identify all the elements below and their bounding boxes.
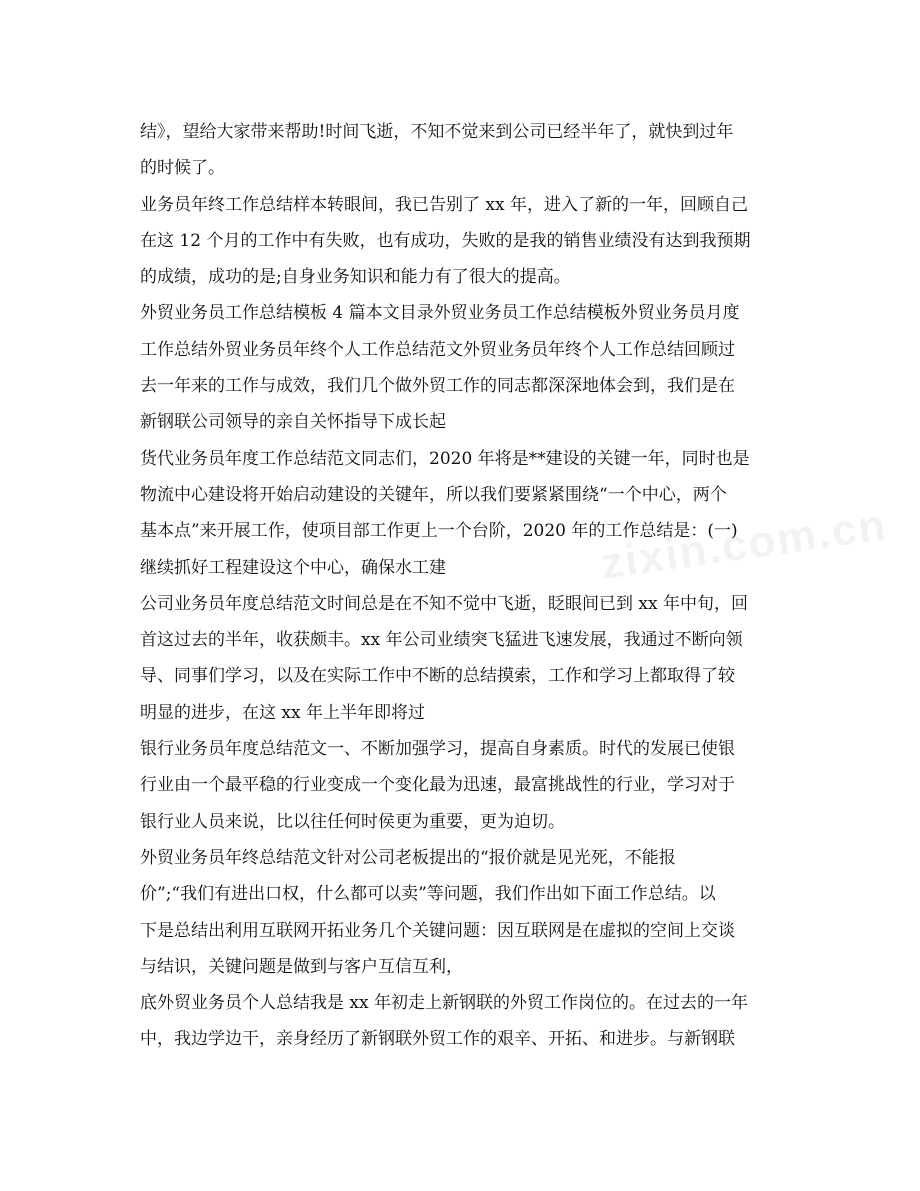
text-line: 继续抓好工程建设这个中心，确保水工建 <box>140 557 446 578</box>
text-line: 在这 12 个月的工作中有失败，也有成功，失败的是我的销售业绩没有达到我预期 <box>140 230 751 251</box>
text-line: 明显的进步，在这 xx 年上半年即将过 <box>140 702 425 723</box>
text-line: 价”;“我们有进出口权，什么都可以卖”等问题，我们作出如下面工作总结。以 <box>140 884 716 905</box>
text-line: 外贸业务员工作总结模板 4 篇本文目录外贸业务员工作总结模板外贸业务员月度 <box>140 303 740 324</box>
text-line: 与结识，关键问题是做到与客户互信互利， <box>140 956 463 977</box>
text-line: 公司业务员年度总结范文时间总是在不知不觉中飞逝，眨眼间已到 xx 年中旬，回 <box>140 593 748 614</box>
text-line: 底外贸业务员个人总结我是 xx 年初走上新钢联的外贸工作岗位的。在过去的一年 <box>140 993 748 1014</box>
text-line: 行业由一个最平稳的行业变成一个变化最为迅速，最富挑战性的行业，学习对于 <box>140 775 735 796</box>
text-line: 结》，望给大家带来帮助!时间飞逝，不知不觉来到公司已经半年了，就快到过年 <box>140 122 734 142</box>
text-line: 导、同事们学习，以及在实际工作中不断的总结摸索，工作和学习上都取得了较 <box>140 666 735 687</box>
text-line: 去一年来的工作与成效，我们几个做外贸工作的同志都深深地体会到，我们是在 <box>140 376 735 397</box>
text-line: 工作总结外贸业务员年终个人工作总结范文外贸业务员年终个人工作总结回顾过 <box>140 339 735 360</box>
text-line: 的成绩，成功的是;自身业务知识和能力有了很大的提高。 <box>140 267 571 288</box>
text-line: 的时候了。 <box>140 158 225 179</box>
text-line: 银行业务员年度总结范文一、不断加强学习，提高自身素质。时代的发展已使银 <box>140 739 735 760</box>
watermark-logo: zixin.com.cn <box>597 500 891 589</box>
text-line: 物流中心建设将开始启动建设的关键年，所以我们要紧紧围绕“一个中心，两个 <box>140 484 727 505</box>
text-line: 下是总结出利用互联网开拓业务几个关键问题：因互联网是在虚拟的空间上交谈 <box>140 920 735 941</box>
text-line: 基本点”来开展工作，使项目部工作更上一个台阶，2020 年的工作总结是：(一) <box>140 521 738 542</box>
text-line: 外贸业务员年终总结范文针对公司老板提出的“报价就是见光死，不能报 <box>140 847 676 868</box>
document-body <box>140 114 780 1058</box>
text-line: 新钢联公司领导的亲自关怀指导下成长起 <box>140 412 446 433</box>
text-line: 业务员年终工作总结样本转眼间，我已告别了 xx 年，进入了新的一年，回顾自己 <box>140 194 748 215</box>
text-line: 银行业人员来说，比以往任何时侯更为重要，更为迫切。 <box>140 811 565 832</box>
text-line: 首这过去的半年，收获颇丰。xx 年公司业绩突飞猛进飞速发展，我通过不断向领 <box>140 630 743 651</box>
text-line: 中，我边学边干，亲身经历了新钢联外贸工作的艰辛、开拓、和进步。与新钢联 <box>140 1029 735 1050</box>
text-line: 货代业务员年度工作总结范文同志们，2020 年将是**建设的关键一年，同时也是 <box>140 448 750 469</box>
